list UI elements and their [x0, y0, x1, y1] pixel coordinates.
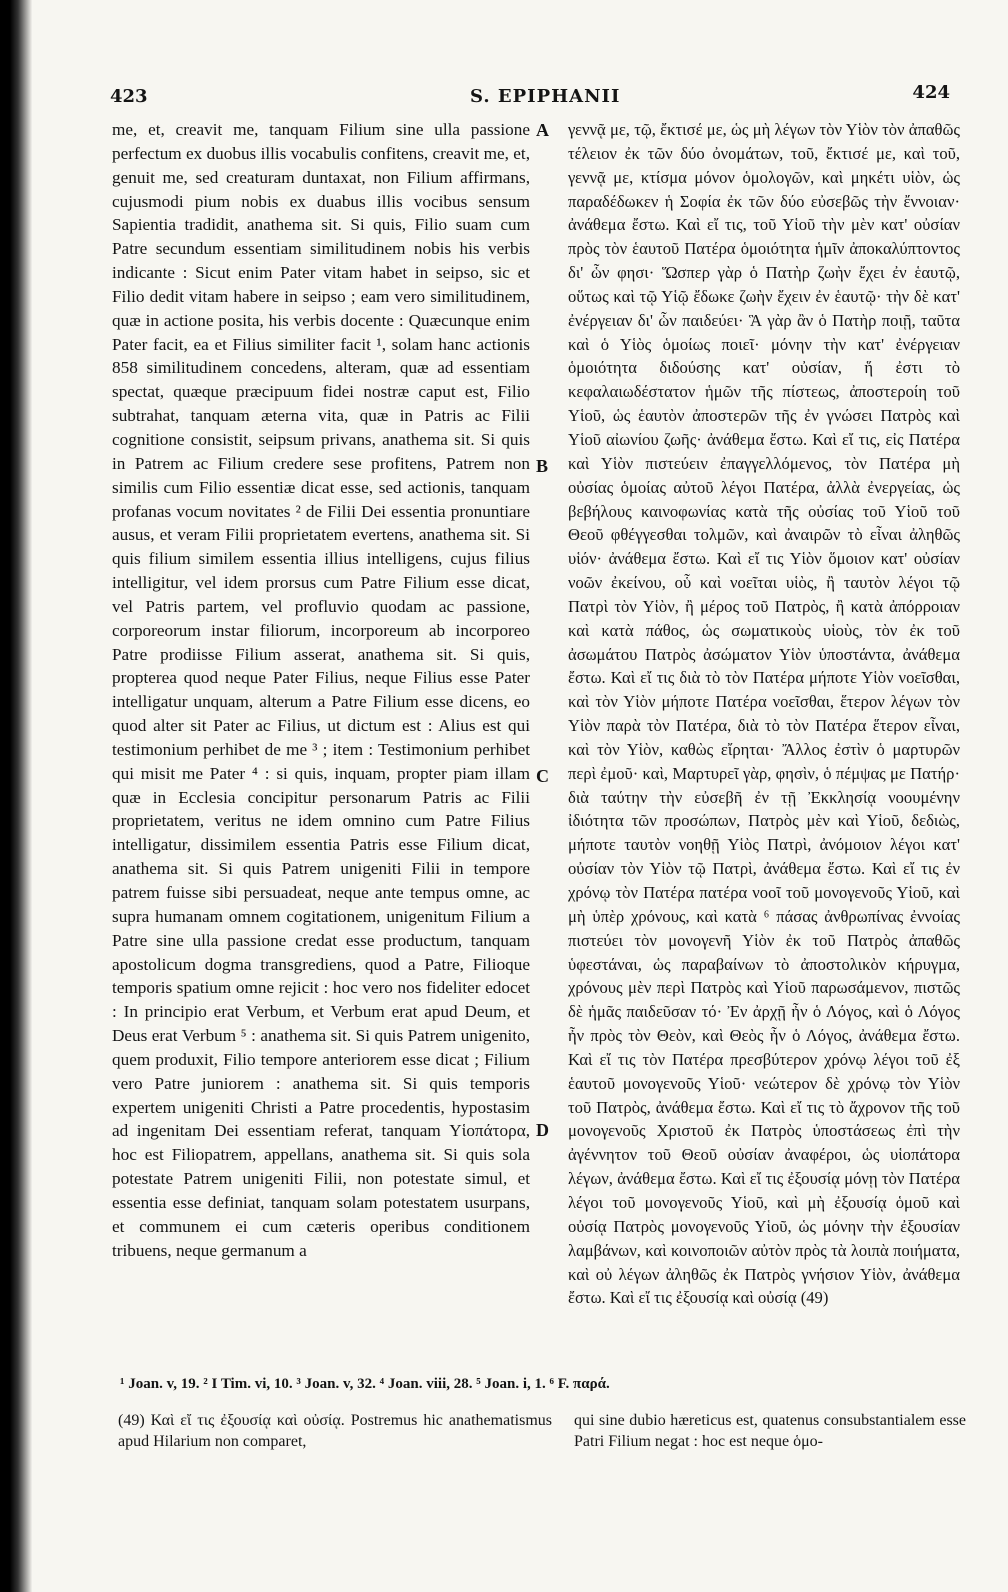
latin-text: me, et, creavit me, tanquam Filium sine ulla passione perfectum ex duobus illis vocabulis confitens, creavit me, et, genuit me, sed creaturam duntaxat, non Filium affirmans, cujusmodi pium nobis ex duabus illis vocibus sensum Sapientia tradidit, anathema sit. Si quis, Filio suam cum Patre secundum essentiam similitudinem nobis his verbis indicante : Sicut enim Pater vitam habet in seipso, sic et Filio dedit vitam habere in seipso ; eam vero similitudinem, quæ in actione posita, his verbis docente : Quæcunque enim Pater facit, ea et Filius similiter facit ¹, solam hanc actionis 858 similitudinem concedens, alteram, quæ ad essentiam spectat, quæque præcipuum fidei nostræ caput est, Filio subtrahat, tanquam æterna vita, quæ in Patris ac Filii cognitione consistit, seipsum privans, anathema sit. Si quis in Patrem ac Filium credere sese profitens, Patrem non similis cum Filio essentiæ dicat esse, sed actionis, tanquam profanas vocum novitates ² de Filii Dei essentia pronuntiare ausus, et veram Filii proprietatem evertens, anathema sit. Si quis filium similem essentia illius intelligens, cujus filius intelligitur, vel idem prorsus cum Patre Filium esse dicat, vel Patris partem, vel profluvio quodam ac passione, corporeorum instar filiorum, incorporeum ab incorporeo Patre prodiisse Filium asserat, anathema sit. Si quis, propterea quod neque Pater Filius, neque Filius esse Pater intelligatur unquam, alterum a Patre Filium esse dicens, eo quod alter sit Pater ac Filius, ut dictum est : Alius est qui testimonium perhibet de me ³ ; item : Testimonium perhibet qui misit me Pater ⁴ : si quis, inquam, propter piam illam quæ in Ecclesia concipitur personarum Patris ac Filii proprietatem, veritus ne idem omnino cum Patre Filius intelligatur, dissimilem essentia Patris esse Filium dicat, anathema sit. Si quis Patrem unigeniti Filii in tempore patrem fuisse sibi persuadeat, neque ante tempus omne, ac supra humanam omnem cogitationem, unigenitum Filium a Patre sine ulla passione credat esse productum, tanquam apostolicum dogma transgrediens, quod a Patre, Filioque temporis spatium omne rejicit : hoc vero nos fideliter edocet : In principio erat Verbum, et Verbum erat apud Deum, et Deus erat Verbum ⁵ : anathema sit. Si quis Patrem unigenito, quem produxit, Filio tempore anteriorem esse dicat ; Filium vero Patre juniorem : anathema sit. Si quis temporis expertem unigeniti Christi a Patre procedentis, hypostasim ad ingenitam Dei essentiam referat, tanquam Υἱοπάτορα, hoc est Filiopatrem, appellans, anathema sit. Si quis sola potestate Patrem unigeniti Filii, non potestate simul, et essentia esse definiat, tanquam solam potestatem usurpans, et communem ei cum cæteris operibus conditionem tribuens, neque germanum a — [112, 120, 530, 1260]
page-number-right: 424 — [912, 82, 950, 103]
margin-letter-d: D — [536, 1120, 549, 1140]
greek-column — [568, 118, 960, 1310]
editorial-note-left: (49) Καὶ εἴ τις ἐξουσίᾳ καὶ οὐσίᾳ. Postremus hic anathematismus apud Hilarium non comparet, — [118, 1412, 552, 1450]
margin-letter-a: A — [536, 120, 549, 140]
scan-edge-shadow — [0, 0, 32, 1592]
greek-text: γεννᾷ με, τῷ, ἔκτισέ με, ὡς μὴ λέγων τὸν Υἱὸν τὸν ἀπαθῶς τέλειον ἐκ τῶν δύο ὀνομάτων, τοῦ, ἔκτισέ με, καὶ τοῦ, γεννᾷ με, κτίσμα μόνον ὁμολογῶν, καὶ μηκέτι υἱὸν, ὡς παραδέδωκεν ἡ Σοφία ἐκ τῶν δύο εὐσεβῶς τὴν ἔννοιαν· ἀνάθεμα ἔστω. Καὶ εἴ τις, τοῦ Υἱοῦ τὴν μὲν κατ' οὐσίαν πρὸς τὸν ἑαυτοῦ Πατέρα ὁμοιότητα ἡμῖν ἀποκαλύπτοντος δι' ὧν φησι· Ὥσπερ γὰρ ὁ Πατὴρ ζωὴν ἔχει ἐν ἑαυτῷ, οὕτως καὶ τῷ Υἱῷ ἔδωκε ζωὴν ἔχειν ἐν ἑαυτῷ· τὴν δὲ κατ' ἐνέργειαν δι' ὧν παιδεύει· Ἃ γὰρ ἂν ὁ Πατὴρ ποιῇ, ταῦτα καὶ ὁ Υἱὸς ὁμοίως ποιεῖ· μόνην τὴν κατ' ἐνέργειαν ὁμοιότητα διδούσης κατ' οὐσίαν, ἥ ἐστι τὸ κεφαλαιωδέστατον ἡμῶν τῆς πίστεως, ἀποστεροίη τοῦ Υἱοῦ, ὡς ἑαυτὸν ἀποστερῶν τῆς ἐν γνώσει Πατρὸς καὶ Υἱοῦ αἰωνίου ζωῆς· ἀνάθεμα ἔστω. Καὶ εἴ τις, εἰς Πατέρα καὶ Υἱὸν πιστεύειν ἐπαγγελλόμενος, τὸν Πατέρα μὴ οὐσίας ὁμοίας αὐτοῦ λέγοι Πατέρα, ἀλλὰ ἐνεργείας, ὡς βεβήλους καινοφωνίας κατὰ τῆς οὐσίας τοῦ Υἱοῦ τοῦ Θεοῦ φθέγγεσθαι τολμῶν, καὶ ἀναιρῶν τὸ εἶναι ἀληθῶς υἱόν· ἀνάθεμα ἔστω. Καὶ εἴ τις Υἱὸν ὅμοιον κατ' οὐσίαν νοῶν ἐκείνου, οὗ καὶ νοεῖται υἱὸς, ἢ ταυτὸν λέγοι τῷ Πατρὶ τὸν Υἱὸν, ἢ μέρος τοῦ Πατρὸς, ἢ κατὰ ἀπόρροιαν καὶ κατὰ πάθος, ὡς σωματικοὺς υἱοὺς, τὸν ἐκ τοῦ ἀσωμάτου Πατρὸς ἀσώματον Υἱὸν ὑποστάντα, ἀνάθεμα ἔστω. Καὶ εἴ τις διὰ τὸ τὸν Πατέρα μήποτε Υἱὸν νοεῖσθαι, καὶ τὸν Υἱὸν μήποτε Πατέρα νοεῖσθαι, ἕτερον λέγων τὸν Υἱὸν παρὰ τὸν Πατέρα, διὰ τὸ τὸν Πατέρα ἕτερον εἶναι, καὶ τὸν Υἱὸν, καθὼς εἴρηται· Ἄλλος ἐστὶν ὁ μαρτυρῶν περὶ ἐμοῦ· καὶ, Μαρτυρεῖ γὰρ, φησὶν, ὁ πέμψας με Πατήρ· διὰ ταύτην τὴν εὐσεβῆ ἐν τῇ Ἐκκλησίᾳ νοουμένην ἰδιότητα τῶν προσώπων, Πατρὸς μὲν καὶ Υἱοῦ, δεδιὼς, μήποτε ταυτὸν νοηθῇ Υἱὸς Πατρὶ, ἀνόμοιον λέγοι κατ' οὐσίαν τὸν Υἱὸν τῷ Πατρὶ, ἀνάθεμα ἔστω. Καὶ εἴ τις ἐν χρόνῳ τὸν Πατέρα πατέρα νοοῖ τοῦ μονογενοῦς Υἱοῦ, καὶ μὴ ὑπὲρ χρόνους, καὶ κατὰ ⁶ πάσας ἀνθρωπίνας ἐννοίας πιστεύει τὸν μονογενῆ Υἱὸν ἐκ τοῦ Πατρὸς ἀπαθῶς ὑφεστάναι, ὡς παραβαίνων τὸ ἀποστολικὸν κήρυγμα, χρόνους μὲν περὶ Πατρὸς καὶ Υἱοῦ παρωσάμενον, πιστῶς δὲ ἡμᾶς παιδεῦσαν τό· Ἐν ἀρχῇ ἦν ὁ Λόγος, καὶ ὁ Λόγος ἦν πρὸς τὸν Θεὸν, καὶ Θεὸς ἦν ὁ Λόγος, ἀνάθεμα ἔστω. Καὶ εἴ τις τὸν Πατέρα πρεσβύτερον χρόνῳ λέγοι τοῦ ἐξ ἑαυτοῦ μονογενοῦς Υἱοῦ· νεώτερον δὲ χρόνῳ τὸν Υἱὸν τοῦ Πατρὸς, ἀνάθεμα ἔστω. Καὶ εἴ τις τὸ ἄχρονον τῆς τοῦ μονογενοῦς Χριστοῦ ἐκ Πατρὸς ὑποστάσεως ἐπὶ τὴν ἀγέννητον τοῦ Θεοῦ οὐσίαν ἀναφέροι, ὡς υἱοπάτορα λέγων, ἀνάθεμα ἔστω. Καὶ εἴ τις ἐξουσίᾳ μόνῃ τὸν Πατέρα λέγοι τοῦ μονογενοῦς Υἱοῦ, καὶ μὴ ἐξουσίᾳ ὁμοῦ καὶ οὐσίᾳ Πατρὸς μονογενοῦς Υἱοῦ, ὡς μόνην τὴν ἐξουσίαν λαμβάνων, καὶ κοινοποιῶν αὐτὸν πρὸς τὰ λοιπὰ ποιήματα, καὶ οὐ λέγων ἀληθῶς ἐκ Πατρὸς γνήσιον Υἱὸν, ἀνάθεμα ἔστω. Καὶ εἴ τις ἐξουσίᾳ καὶ οὐσίᾳ (49) — [568, 120, 960, 1308]
editorial-note-right: qui sine dubio hæreticus est, quatenus consubstantialem esse Patri Filium negat : hoc est neque ὁμο- — [574, 1412, 966, 1450]
margin-letter-b: B — [536, 456, 549, 476]
margin-letter-c: C — [536, 766, 549, 786]
footnotes: ¹ Joan. v, 19. ² I Tim. vi, 10. ³ Joan. v, 32. ⁴ Joan. viii, 28. ⁵ Joan. i, 1. ⁶ F. παρά. — [120, 1376, 610, 1392]
latin-column — [112, 118, 530, 1263]
page-header — [110, 82, 950, 112]
page-number-left: 423 — [110, 86, 148, 107]
running-head: S. EPIPHANII — [470, 86, 621, 107]
